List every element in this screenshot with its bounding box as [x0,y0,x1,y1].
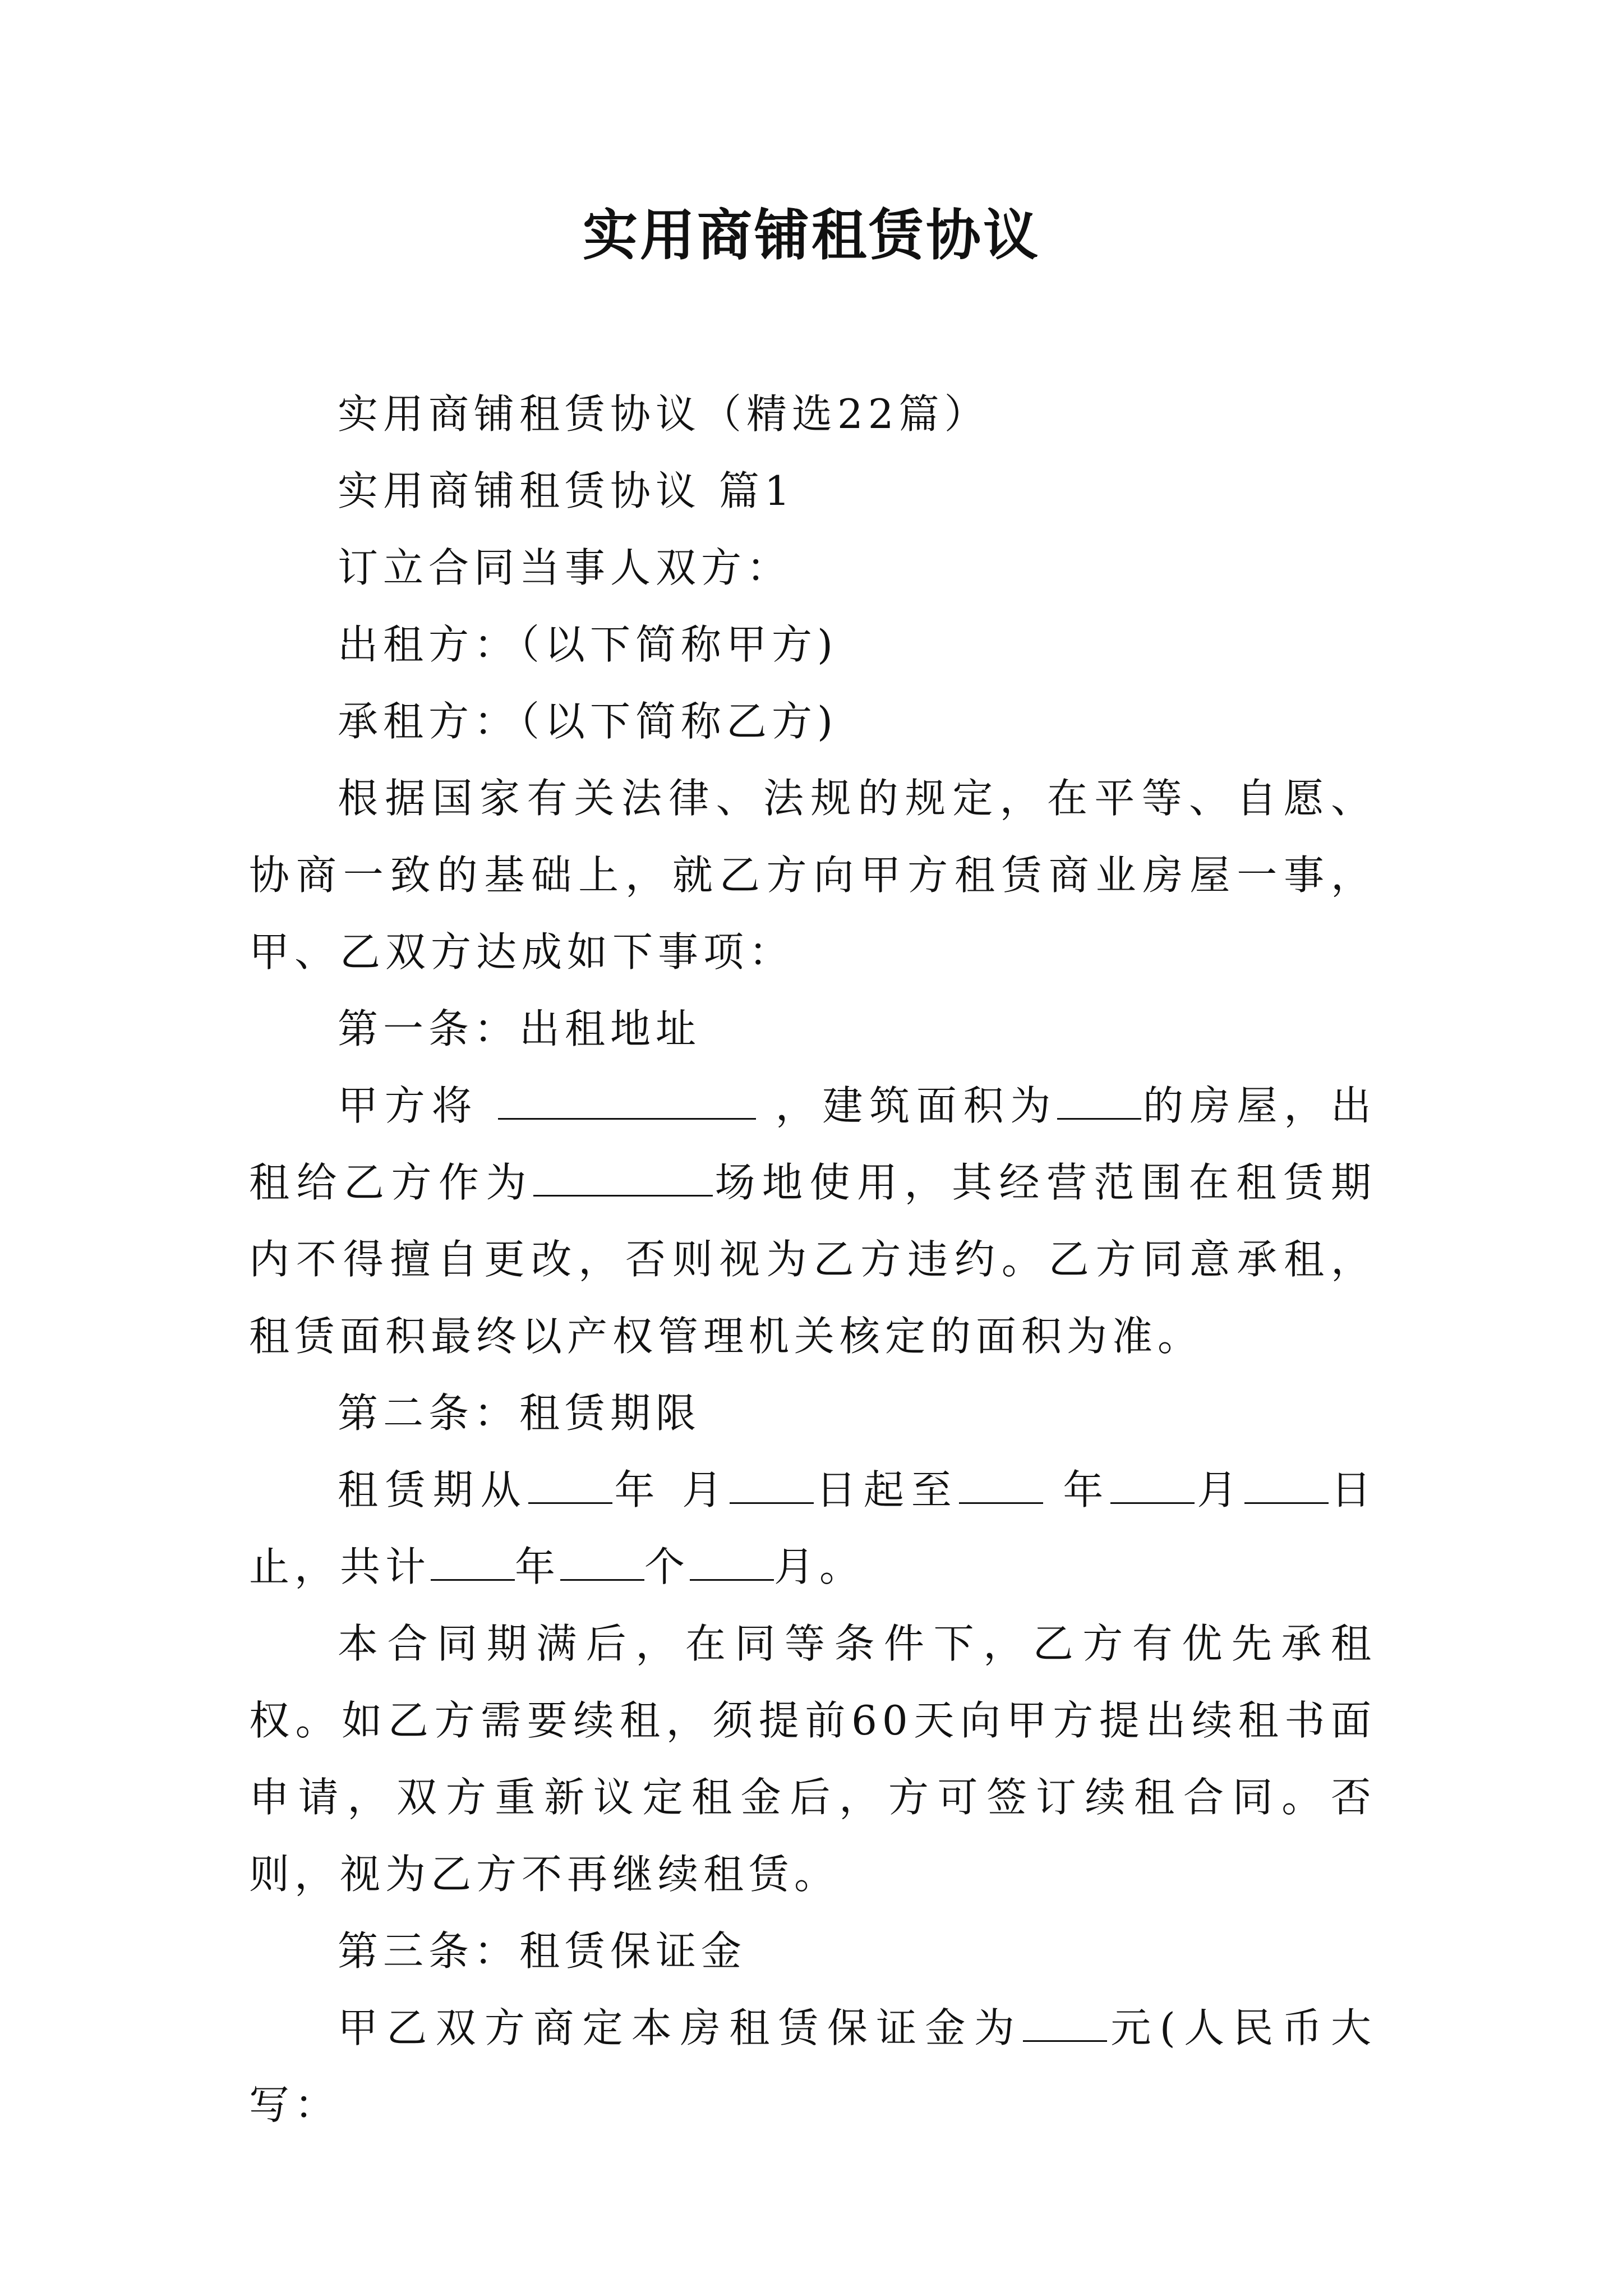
paragraph-subtitle: 实用商铺租赁协议（精选22篇） [338,390,990,438]
paragraph-lessee: 承租方：（以下简称乙方) [338,698,838,745]
article-2-term [249,1452,1376,1605]
text-segment: 场地使用，其经营范围在租赁期内不得擅自更改，否则视为乙方违约。乙方同意承租，租赁面积最终以产权管理机关核定的面积为准。 [249,1159,1376,1360]
document-title: 实用商铺租赁协议 [582,204,1040,268]
end-month-blank[interactable] [1110,1469,1195,1504]
usage-blank[interactable] [533,1161,713,1197]
end-day-blank[interactable] [1244,1469,1329,1504]
text-segment: 的房屋，出租给乙方作为 [249,1082,1376,1206]
text-segment: ，建筑面积为 [775,1082,1058,1129]
start-year-blank[interactable] [528,1469,612,1504]
start-day-blank[interactable] [730,1469,814,1504]
paragraph-preamble: 根据国家有关法律、法规的规定，在平等、自愿、协商一致的基础上，就乙方向甲方租赁商业房屋一事，甲、乙双方达成如下事项： [249,775,1376,976]
text-segment: 元(人民币大写： [249,2004,1376,2128]
text-segment: 个 [644,1543,690,1590]
text-segment: 甲乙双方商定本房租赁保证金为 [338,2004,1023,2051]
deposit-amount-blank[interactable] [1023,2007,1107,2042]
end-year-blank[interactable] [959,1469,1043,1504]
text-segment: 租赁期从 [338,1466,528,1513]
address-blank[interactable] [498,1084,756,1120]
text-segment: 日起至 [814,1466,959,1513]
text-segment: 月 [1195,1466,1245,1513]
text-segment: 年 月 [612,1466,730,1513]
text-segment: 月。 [774,1543,865,1590]
text-segment: 甲方将 [338,1082,479,1129]
text-segment: 日止，共计 [249,1466,1376,1590]
article-3-body [249,1990,1376,2143]
text-segment: 年 [515,1543,561,1590]
area-blank[interactable] [1057,1084,1141,1120]
paragraph-lessor: 出租方：（以下简称甲方) [338,621,838,668]
total-months-blank[interactable] [560,1545,644,1581]
total-years-blank[interactable] [431,1545,515,1581]
total-extra-blank[interactable] [690,1545,774,1581]
article-1-body [249,1068,1376,1375]
article-1-heading: 第一条：出租地址 [338,1005,702,1052]
paragraph-section-heading: 实用商铺租赁协议 篇1 [338,467,795,514]
text-segment: 年 [1063,1466,1111,1513]
article-2-heading: 第二条：租赁期限 [338,1389,702,1437]
article-3-heading: 第三条：租赁保证金 [338,1927,747,1975]
paragraph-parties-intro: 订立合同当事人双方： [338,544,792,591]
document-body [249,376,1376,2143]
article-2-renewal: 本合同期满后，在同等条件下，乙方有优先承租权。如乙方需要续租，须提前60天向甲方提出续租书面申请，双方重新议定租金后，方可签订续租合同。否则，视为乙方不再继续租赁。 [249,1620,1376,1898]
